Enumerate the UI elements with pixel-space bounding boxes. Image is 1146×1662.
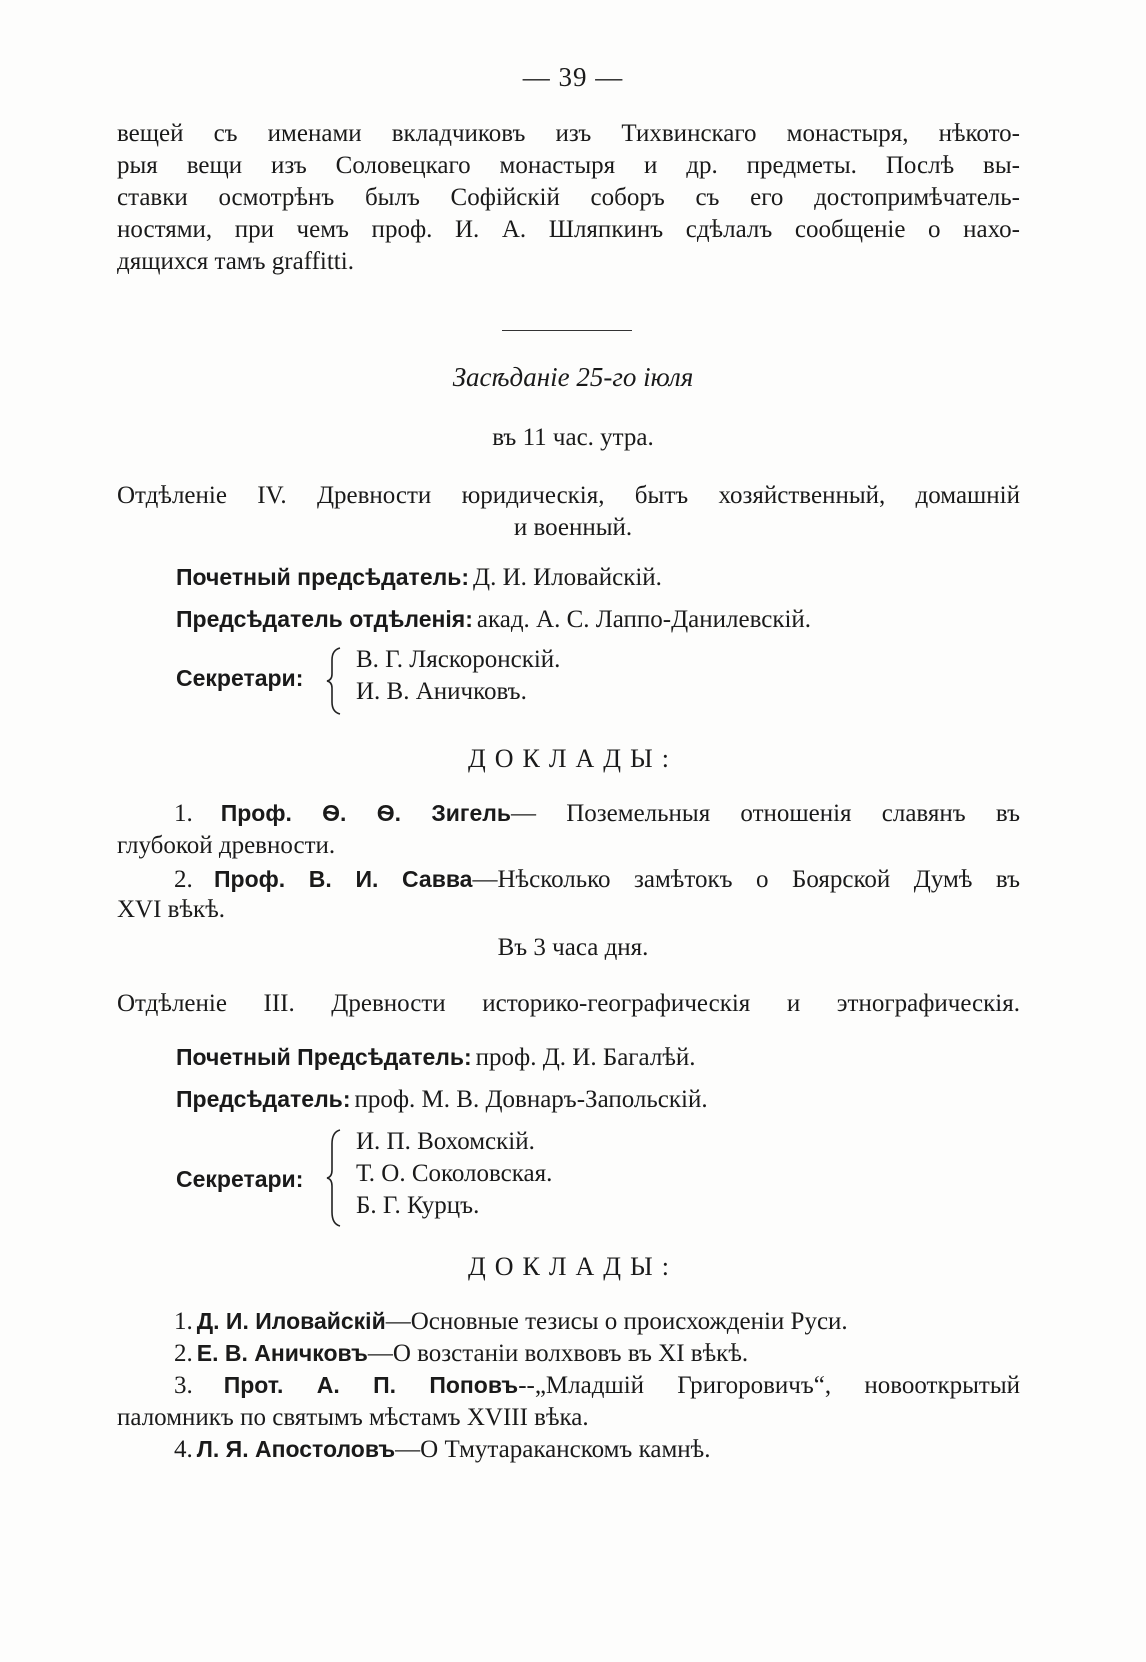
report-number: 1. <box>174 1308 193 1335</box>
section-iv-title: Отдѣленіе IV. Древности юридическія, бытъ хозяйственный, домашній <box>117 482 1020 509</box>
page-number: — 39 — <box>522 62 624 92</box>
report-title: —Основные тезисы о происхожденіи Руси. <box>385 1308 848 1335</box>
report-title-cont: паломникъ по святымъ мѣстамъ XVIII вѣка. <box>117 1404 589 1431</box>
text-line: ставки осмотрѣнъ былъ Софійскій соборъ съ его достопримѣчатель- <box>117 184 1020 211</box>
role-value: проф. Д. И. Багалѣй. <box>475 1044 696 1071</box>
role-label: Почетный предсѣдатель: <box>176 564 470 590</box>
text-line: ностями, при чемъ проф. И. А. Шляпкинъ сдѣлалъ сообщеніе о нахо- <box>117 216 1020 243</box>
section-iv-secretaries-label: Секретари: <box>176 665 304 691</box>
role-label: Предсѣдатель отдѣленія: <box>176 606 473 632</box>
report-item <box>174 1308 848 1336</box>
section-iii-honorary-chair <box>176 1044 696 1072</box>
brace-icon <box>326 1128 346 1228</box>
report-title: —Нѣсколько замѣтокъ о Боярской Думѣ въ <box>472 866 1021 893</box>
role-label: Предсѣдатель: <box>176 1086 351 1112</box>
report-title: --„Младшій Григоровичъ“, новооткрытый <box>518 1372 1020 1399</box>
role-label: Почетный Предсѣдатель: <box>176 1044 472 1070</box>
report-author: Проф. В. И. Савва <box>214 866 473 892</box>
section-iv-honorary-chair <box>176 564 662 592</box>
session-title: Засѣданіе 25-го іюля <box>452 362 694 392</box>
section-iii-secretaries-label: Секретари: <box>176 1166 304 1192</box>
report-author: Е. В. Аничковъ <box>196 1340 368 1366</box>
report-title: — Поземельныя отношенія славянъ въ <box>511 800 1020 827</box>
report-number: 2. <box>174 1340 193 1367</box>
report-number: 4. <box>174 1436 193 1463</box>
report-item <box>174 1372 1020 1400</box>
section-iii-chair <box>176 1086 708 1114</box>
intro-paragraph <box>117 118 1020 278</box>
report-item <box>174 1340 748 1368</box>
secretary-name: Т. О. Соколовская. <box>356 1160 553 1187</box>
section-iv-chair <box>176 606 811 634</box>
report-author: Д. И. Иловайскій <box>196 1308 386 1334</box>
section-iii-title: Отдѣленіе III. Древности историко-географическія и этнографическія. <box>117 990 1020 1017</box>
section-iv-title-cont: и военный. <box>513 514 633 541</box>
report-title: —О Тмутараканскомъ камнѣ. <box>395 1436 711 1463</box>
section-divider <box>502 330 632 331</box>
text-line: вещей съ именами вкладчиковъ изъ Тихвинскаго монастыря, нѣкото- <box>117 120 1020 147</box>
session-time-afternoon: Въ 3 часа дня. <box>497 934 649 961</box>
role-value: Д. И. Иловайскій. <box>473 564 662 591</box>
report-number: 2. <box>174 866 193 893</box>
report-number: 1. <box>174 800 193 827</box>
secretary-name: И. В. Аничковъ. <box>356 678 527 705</box>
text-line: рыя вещи изъ Соловецкаго монастыря и др. предметы. Послѣ вы- <box>117 152 1020 179</box>
report-title-cont: глубокой древности. <box>117 832 336 859</box>
report-author: Л. Я. Апостоловъ <box>196 1436 396 1462</box>
secretary-name: В. Г. Ляскоронскій. <box>356 646 561 673</box>
report-author: Проф. Ѳ. Ѳ. Зигель <box>220 800 512 826</box>
report-item <box>174 866 1020 894</box>
report-author: Прот. А. П. Поповъ <box>223 1372 519 1398</box>
reports-heading: ДОКЛАДЫ: <box>468 744 678 773</box>
report-title-cont: XVI вѣкѣ. <box>117 896 226 923</box>
secretary-name: Б. Г. Курцъ. <box>356 1192 480 1219</box>
secretary-name: И. П. Вохомскій. <box>356 1128 535 1155</box>
report-item <box>174 800 1020 828</box>
reports-heading: ДОКЛАДЫ: <box>468 1252 678 1281</box>
report-number: 3. <box>174 1372 193 1399</box>
brace-icon <box>326 646 346 716</box>
report-title: —О возстаніи волхвовъ въ XI вѣкѣ. <box>367 1340 749 1367</box>
report-item <box>174 1436 710 1464</box>
session-time-morning: въ 11 час. утра. <box>492 424 654 451</box>
text-line: дящихся тамъ graffitti. <box>117 248 354 275</box>
role-value: проф. М. В. Довнаръ-Запольскій. <box>354 1086 708 1113</box>
role-value: акад. А. С. Лаппо-Данилевскій. <box>476 606 812 633</box>
